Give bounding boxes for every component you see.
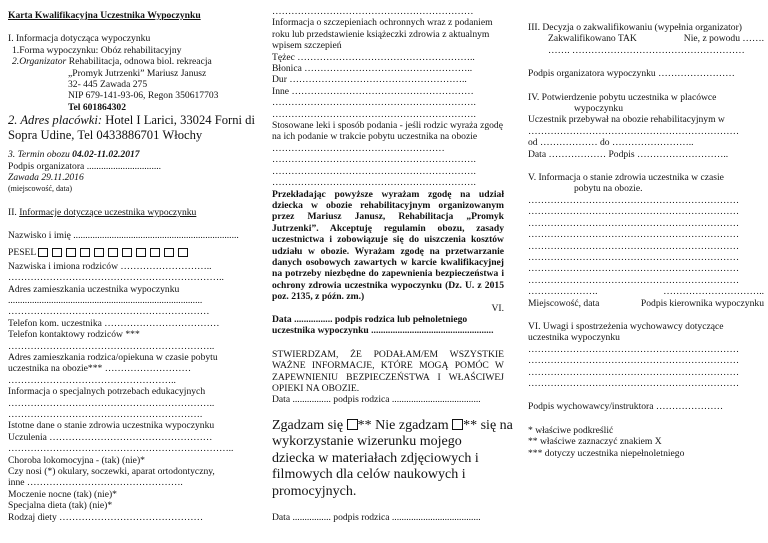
stay-confirm: Uczestnik przebywał na obozie rehabilitacyjnym w <box>528 114 725 126</box>
agree-checkbox[interactable] <box>347 419 358 430</box>
term: 3. Termin obozu 04.02-11.02.2017 <box>8 149 140 161</box>
dots-line[interactable]: ………………………………………………………… <box>528 125 740 137</box>
from-to[interactable]: od ……………… do …………………….. <box>528 137 694 149</box>
dots-line[interactable]: ………………………………………………………. <box>272 154 476 166</box>
participant-phone[interactable]: Telefon kom. uczestnika ……………………………… <box>8 317 220 329</box>
section-5-heading-2: pobytu na obozie. <box>574 183 643 195</box>
organizer-tel: Tel 601864302 <box>68 101 127 113</box>
dots-line[interactable]: ………………………………………………………… <box>528 263 740 275</box>
vaccination-info: Informacja o szczepieniach ochronnych wraz z podaniem roku lub przedstawienie książeczki zdrowia z aktualnym wpisem szczepień <box>272 17 493 52</box>
typhoid-field[interactable]: Dur ……………………………………………….. <box>272 74 467 86</box>
section-5-heading: V. Informacja o stanie zdrowia uczestnika w czasie <box>528 172 724 184</box>
dots-line[interactable]: ………………………………………………………… <box>528 194 740 206</box>
diet-type[interactable]: Rodzaj diety ……………………………………… <box>8 511 204 523</box>
dots-line[interactable]: ................................................................................. <box>8 294 203 306</box>
organizer-nip: NIP 679-141-93-06, Regon 350617703 <box>68 90 219 102</box>
dots-line[interactable]: ……………………………………………………… <box>8 306 210 318</box>
section-6-marker: VI. <box>491 302 504 314</box>
consent-text: Przekładając powyższe wyrażam zgodę na udział dziecka w obozie rehabilitacyjnym organizowanym przez Mariusz Janusz, Rehabilitacja „Promyk Jutrzenki”. Akceptuję regulamin obozu, zasady uczestnictwa i zobowiązuje się do uiszczenia kosztów udziału w obozie. Wyrażam zgodę na przetwarzanie danych osobowych zawartych w karcie kwalifikacyjnej na potrzeby niezbędne do zapewnienia bezpieczeństwa i ochrony zdrowia uczestnika wypoczynku (Dz. U. z 2015 poz. 2135, z późn. zm.) <box>272 188 504 303</box>
dots-line[interactable]: ………………………………………………………. <box>272 177 476 189</box>
parent-signature-2[interactable]: Data ................ podpis rodzica ..................................... <box>272 394 481 406</box>
organizer-line: 2.Organizator Rehabilitacja, odnowa biol. rekreacja <box>12 56 212 68</box>
parents-phone-label: Telefon kontaktowy rodziców *** <box>8 329 140 341</box>
place-date: Zawada 29.11.2016 <box>8 172 84 184</box>
medications-info[interactable]: Stosowane leki i sposób podania - jeśli rodzic wyraża zgodę na ich podanie w trakcie pobytu uczestnika na obozie ……………………………………………… <box>272 120 503 154</box>
section-1-heading: I. Informacja dotycząca wypoczynku <box>8 33 151 45</box>
motion-sickness[interactable]: Choroba lokomocyjna - (tak) (nie)* <box>8 454 145 466</box>
bedwetting[interactable]: Moczenie nocne (tak) (nie)* <box>8 488 117 500</box>
dots-line[interactable]: ………………………………………………………….. <box>8 272 224 284</box>
other-vaccine-field[interactable]: Inne ………………………………………………… <box>272 85 474 97</box>
health-data-label: Istotne dane o stanie zdrowia uczestnika wypoczynku <box>8 420 215 432</box>
place-date-label: (miejscowość, data) <box>8 184 72 194</box>
allergies-field[interactable]: Uczulenia …………………………………………… <box>8 431 213 443</box>
signature-dots[interactable]: …………………. ………………………….. <box>528 286 764 298</box>
other-field[interactable]: inne …………………………………………. <box>8 477 183 489</box>
form-of-rest: 1.Forma wypoczynku: Obóz rehabilitacyjny <box>12 44 182 56</box>
dots-line[interactable]: ……………………………………………………… <box>272 6 474 17</box>
footnote-3: *** dotyczy uczestnika niepełnoletniego <box>528 447 685 459</box>
parent-signature-3[interactable]: Data ................ podpis rodzica ..................................... <box>272 512 481 524</box>
special-diet[interactable]: Specjalna dieta (tak) (nie)* <box>8 500 113 512</box>
form-title: Karta Kwalifikacyjna Uczestnika Wypoczynku <box>8 10 201 21</box>
section-2-heading: II. Informacje dotyczące uczestnika wypoczynku <box>8 206 197 218</box>
dots-line[interactable]: ………………………………………………………… <box>528 229 740 241</box>
instructor-signature[interactable]: Podpis wychowawcy/instruktora ………………… <box>528 401 724 413</box>
dots-line[interactable]: ………………………………………………………… <box>528 343 740 355</box>
section-4-heading: IV. Potwierdzenie pobytu uczestnika w placówce <box>528 91 717 103</box>
dots-line[interactable]: ………………………………………………………… <box>528 217 740 229</box>
column-right <box>516 0 768 543</box>
section-6-heading: VI. Uwagi i spostrzeżenia wychowawcy dotyczące uczestnika wypoczynku <box>528 320 724 344</box>
signature-labels: Miejscowość, data Podpis kierownika wypoczynku <box>528 297 764 309</box>
column-middle <box>258 0 513 543</box>
dots-line[interactable]: …………………………………………………………….. <box>8 443 234 455</box>
name-field[interactable]: Nazwisko i imię ..................................................................... <box>8 230 239 242</box>
organizer-signature-right[interactable]: Podpis organizatora wypoczynku …………………… <box>528 68 735 80</box>
dots-line[interactable]: ………………………………………………………. <box>272 165 476 177</box>
image-consent-text: wykorzystanie wizerunku mojego dziecka w materiałach zdjęciowych i filmowych dla celów naukowych i promocyjnych. <box>272 434 479 499</box>
pesel-field[interactable]: PESEL <box>8 246 246 261</box>
declaration-text: STWIERDZAM, ŻE PODAŁAM/EM WSZYSTKIE WAŻNE INFORMACJE, KTÓRE MOGĄ POMÓC W ZAPEWNIENIU BEZPIECZEŃSTWA I WŁAŚCIWEJ OPIEKI NA OBOZIE. <box>272 348 504 394</box>
footnote-2: ** właściwe zaznaczyć znakiem X <box>528 436 662 448</box>
dots-line[interactable]: ………………………………………………………… <box>528 366 740 378</box>
organizer-signature: Podpis organizatora ............................... <box>8 160 162 172</box>
qualified-line[interactable]: Zakwalifikowano TAK Nie, z powodu ……. <box>548 33 764 45</box>
column-left <box>0 0 255 543</box>
participant-address-label: Adres zamieszkania uczestnika wypoczynku <box>8 283 180 295</box>
section-4-heading-2: wypoczynku <box>574 103 624 115</box>
dots-line[interactable]: ………………………………………………………… <box>528 377 740 389</box>
dots-line[interactable]: ………………………………………………………. <box>272 97 476 109</box>
parent-address-label: Adres zamieszkania rodzica/opiekuna w czasie pobytu <box>8 351 218 363</box>
dots-line[interactable]: ………………………………………………………… <box>528 355 740 367</box>
parent-signature-1[interactable]: Data ................ podpis rodzica lub pełnoletniego uczestnika wypoczynku ................................................... <box>272 313 494 337</box>
organizer-address: 32- 445 Zawada 275 <box>68 79 148 91</box>
organizer-name: „Promyk Jutrzenki” Mariusz Janusz <box>68 67 207 79</box>
dots-line[interactable]: ……………………………………………………….. <box>8 397 215 409</box>
pesel-boxes[interactable] <box>38 248 192 261</box>
diphtheria-field[interactable]: Błonica …………………………………………….. <box>272 63 473 75</box>
special-needs-label: Informacja o specjalnych potrzebach edukacyjnych <box>8 386 206 398</box>
footnote-1: * właściwe podkreślić <box>528 424 614 436</box>
dots-line[interactable]: ……………………………………………………. <box>8 408 203 420</box>
image-consent-line: Zgadzam się ** Nie zgadzam ** się na <box>272 417 513 433</box>
dots-line[interactable]: …………………………………………….. <box>8 374 176 386</box>
parent-address-field[interactable]: uczestnika na obozie*** ……………………… <box>8 363 192 375</box>
dots-line[interactable]: ………………………………………………………… <box>528 240 740 252</box>
glasses-question[interactable]: Czy nosi (*) okulary, soczewki, aparat ortodontyczny, <box>8 466 215 477</box>
parents-names[interactable]: Nazwiska i imiona rodziców ……………………….. <box>8 260 212 272</box>
dots-line[interactable]: ………………………………………………………. <box>272 108 476 120</box>
dots-line[interactable]: ………………………………………………………… <box>528 274 740 286</box>
date-signature[interactable]: Data ……………… Podpis ……………………….. <box>528 148 729 160</box>
section-3-heading: III. Decyzja o zakwalifikowaniu (wypełnia organizator) <box>528 22 742 33</box>
venue-address-2: Sopra Udine, Tel 0433886701 Włochy <box>8 128 203 143</box>
venue-address: 2. Adres placówki: Hotel I Larici, 33024 Forni di <box>8 113 255 128</box>
dots-line[interactable]: ………………………………………………………… <box>528 206 740 218</box>
dots-line[interactable]: ……. ……………………………………………… <box>548 44 745 56</box>
disagree-checkbox[interactable] <box>452 419 463 430</box>
dots-line[interactable]: ……………………………………………………….. <box>8 340 215 352</box>
tetanus-field[interactable]: Tężec ……………………………………………….. <box>272 51 475 63</box>
dots-line[interactable]: ………………………………………………………… <box>528 251 740 263</box>
